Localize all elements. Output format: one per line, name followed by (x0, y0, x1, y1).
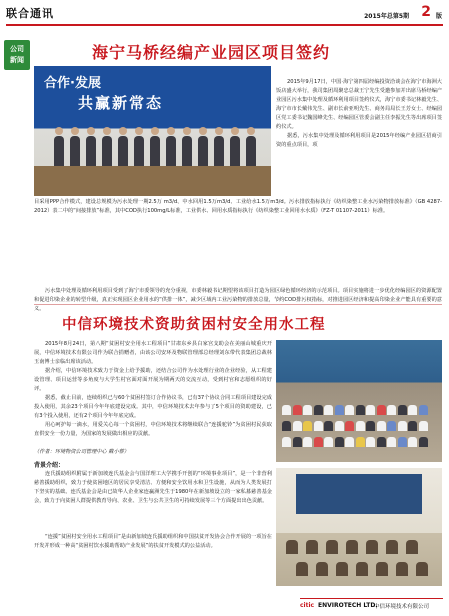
photo-seat (326, 540, 338, 554)
newsletter-title: 联合通讯 (6, 7, 54, 20)
photo-person (86, 136, 96, 170)
photo-seat (416, 562, 428, 576)
photo-person (102, 136, 112, 170)
photo-banner-main: 共赢新常态 (78, 94, 164, 112)
photo-seat (306, 540, 318, 554)
photo-seat (316, 562, 328, 576)
issue-label: 2015年总第5期 (364, 13, 409, 20)
article-1-para-2: 据悉，污水集中处理及循环利用项目是2015年经编产业园区招商引资的重点项目，项 (276, 133, 442, 148)
company-logo: citic (300, 602, 315, 609)
photo-person (166, 136, 176, 170)
photo-seat (376, 562, 388, 576)
meeting-room-photo (276, 468, 442, 586)
photo-person (150, 136, 160, 170)
photo-person (214, 136, 224, 170)
background-para-2: “连援”贫困村安全用水工程项目”是由新加坡连氏援助组织和中国扶贫开发协会合作开展的一项旨在开发并形成一种高“贫困村饮水援助帮助产业发展”的扶贫开发模式的公益活动。 (34, 534, 272, 549)
photo-seat (336, 562, 348, 576)
photo-banner-logo: 合作·发展 (44, 76, 101, 91)
photo-row (282, 432, 436, 442)
photo-person (54, 136, 64, 170)
article-1-body-full-2: 污水集中处理及循环利用项目受到了海宁市委领导的充分重视，市委林毅书记期望将该项目打造为园区绿色循环经济的示范项目。项目实施将进一步优化经编园区的资源配置和促进印染企业的转型升级，真正实现园区企业用水的“供排一体”，减少区域内工业污染物的排放总量，节约COD排污权指标，对推进园区经济和提高印染企业产能具有重要的意义。 (34, 288, 442, 312)
article-divider (34, 304, 442, 305)
company-name: 中信环境技术有限公司 (374, 604, 430, 610)
photo-seat (286, 540, 298, 554)
badge-line-2: 新闻 (10, 56, 24, 64)
photo-person (198, 136, 208, 170)
photo-row (282, 416, 436, 426)
article-2-para-1: 2015年8月24日，第八期“贫困村安全用水工程项目”甘肃东乡县白家宫支助会在美丽山城重庆开展，中信环境技术有限公司作为联合捐赠者，由该公司安环及物联管理部总经理刘东带代表集团总裁林玉南博士亲临出席该活动。 (34, 341, 272, 365)
background-para-1: 连氏援助组织附属于新加坡连氏基金会与国洋理工大学携手开创的“环境事业项目”，是一个非营利慈善援助组织，致力于使贫困地区的居民享受清洁、方便和安全饮用水和卫生设施，从而为人类发展打下坚实的基础。连氏基金会是由已故华人企业家连赢洲先生于1980年在新加坡设立的一家私募慈善基金会，致力于向贫困人群提供教育导向、农业、卫生与公共卫生的可持续发展等三个方面提出出色贡献。 (34, 471, 272, 504)
photo-seat (386, 540, 398, 554)
photo-seat (356, 562, 368, 576)
photo-seat (396, 562, 408, 576)
page-number: 2 (421, 4, 431, 20)
header-divider (6, 24, 443, 26)
photo-person (230, 136, 240, 170)
article-2-para-4: 用心呵护每一滴水，用爱关心每一个贫困村，中信环境技术将继续联合“连援驼铃”为贫困村民获取直供安全一份力量，为国家的发展做出相应的贡献。 (34, 422, 272, 437)
signing-ceremony-photo (34, 66, 271, 196)
article-2-para-2: 据介绍，中信环境技术致力于资金上给予援助，还结合公司作为水处理行业的企业经验，从工程建设管理、项目运营等多角度与大学生村官面对面开展为期两天的交流互动，受到村官和志愿组织的好评。 (34, 368, 272, 392)
photo-row (282, 400, 436, 410)
footer-divider (300, 598, 443, 599)
photo-person (118, 136, 128, 170)
photo-seat (346, 540, 358, 554)
article-2-title: 中信环境技术资助贫困村安全用水工程 (62, 317, 326, 333)
photo-person (182, 136, 192, 170)
article-1-body-right (276, 78, 442, 150)
photo-screen (296, 474, 422, 514)
article-1-body-full: 目采用PPP合作模式，建设总规模为污水处理一期2.5万 m3/d、中水回用1.5万m3/d、工业给水1.5万m3/d。污水排放指标执行《纺织染整工业水污染物排放标准》（GB 4287-2012）表二中的“间接排放”标准，其中COD执行100mg/L标准，工业供水、回用水质指标执行《纺织染整工业回用水水质》（FZ-T 01107-2011）标准。 (34, 199, 442, 214)
section-badge (4, 40, 30, 70)
article-1-para-1: 2015年9月17日，中国·海宁第四届经编投资洽谈会在海宁市海洲大饭店盛大举行，我司集团周聚忠总裁王宁先生受邀参加并出席马桥经编产业园区污水集中处理及循环利用项目签约仪式，海宁市委书记林毅先生、海宁市市长戴伟先生、副市长俞亚明先生、商务局局长王芳女士、经编园区党工委书记魏国峰先生、经编园区管委会副主任李振先生等出席项目签约仪式。 (276, 79, 443, 130)
article-2-body (34, 340, 272, 439)
photo-person (134, 136, 144, 170)
photo-table (34, 166, 271, 196)
company-brand: ENVIROTECH LTD. (318, 602, 378, 609)
article-2-para-3: 据悉，截止目前，连续组织已与60个贫困村签订合作协议书，已有37个协议合同工程项目建设完成投入使用，其余23个项目今年年底建设完成。其中，中信环境技术去年参与了5个项目的资助建设，已有3个投入使用，还有2个项目今年年底完成。 (34, 395, 272, 419)
page-header (0, 0, 449, 28)
photo-seat (406, 540, 418, 554)
background-heading: 背景介绍： (34, 462, 65, 469)
badge-line-1: 公司 (10, 45, 24, 53)
group-photo (276, 340, 442, 462)
page-suffix: 版 (435, 13, 442, 20)
photo-person (70, 136, 80, 170)
article-2-author-note: （作者：环境物资公司管理中心 戴小蔡） (34, 449, 130, 455)
page-footer (0, 596, 449, 616)
article-1-title: 海宁马桥经编产业园区项目签约 (92, 43, 331, 62)
photo-person (246, 136, 256, 170)
photo-seat (296, 562, 308, 576)
photo-seat (366, 540, 378, 554)
